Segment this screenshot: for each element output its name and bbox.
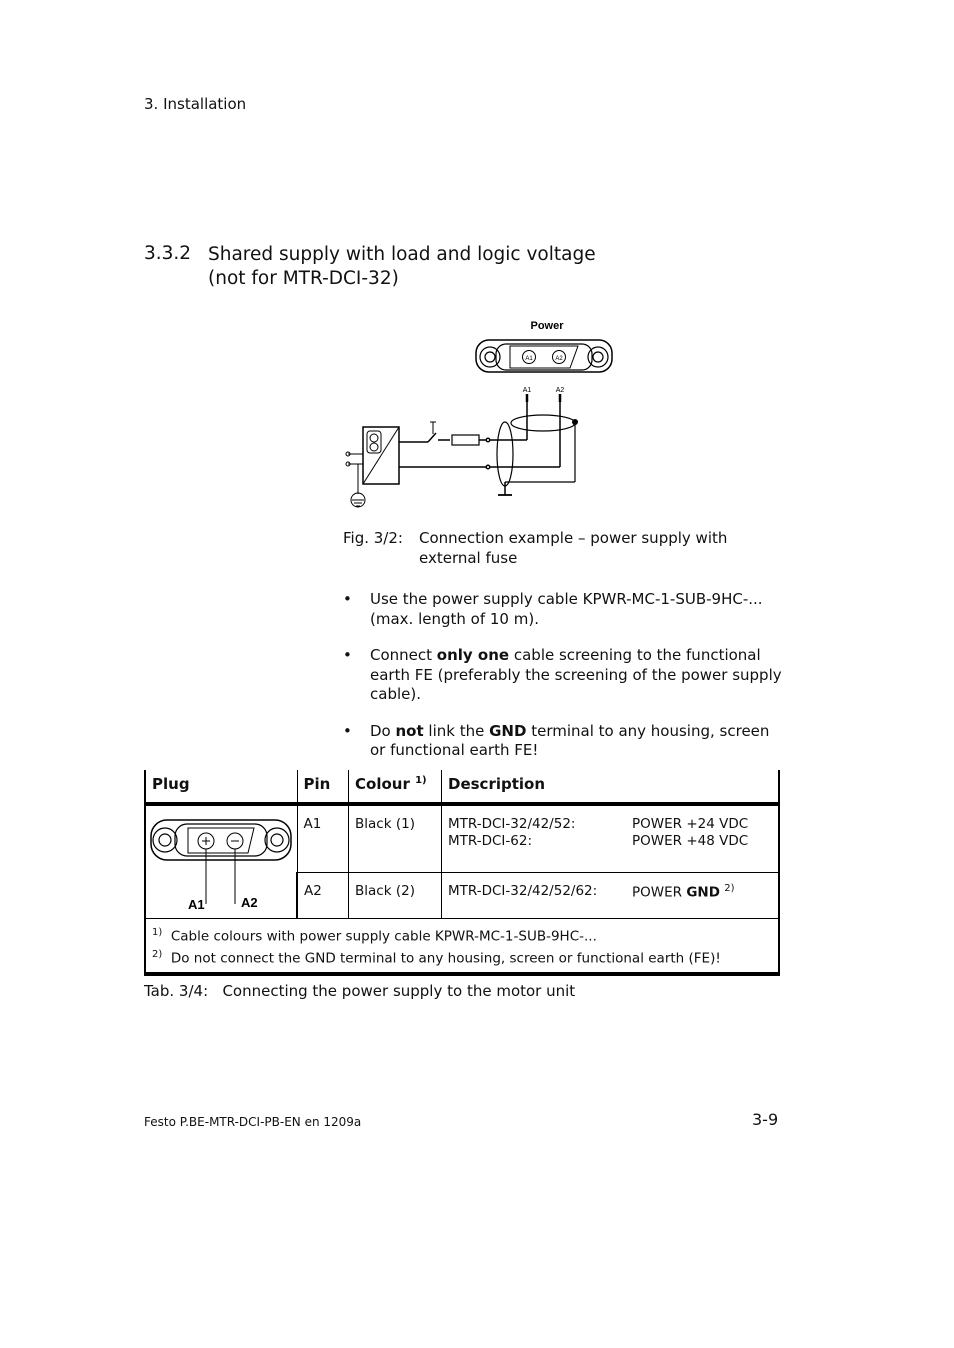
footnotes-row <box>145 919 779 975</box>
desc-value-bold: GND <box>686 884 720 901</box>
list-item <box>343 646 783 705</box>
footnote-mark: 2) <box>152 948 163 960</box>
desc-model: MTR-DCI-32/42/52: <box>448 816 576 832</box>
figure-caption-label: Fig. 3/2: <box>343 529 403 547</box>
cell-description <box>442 804 780 872</box>
connector-pin-a2: A2 <box>555 356 563 362</box>
section-title <box>208 243 596 291</box>
desc-value <box>632 883 772 901</box>
bullet-text: Connect <box>370 646 437 664</box>
wire-terminals <box>527 394 560 402</box>
table-header-row <box>145 770 779 804</box>
footnote-ref: 1) <box>415 775 427 786</box>
screen-junction <box>572 419 578 425</box>
wire-label-a1: A1 <box>522 387 532 394</box>
table-caption-text: Connecting the power supply to the motor unit <box>222 982 576 1000</box>
footnote-mark: 1) <box>152 927 163 938</box>
plug-label-a1: A1 <box>188 897 205 912</box>
connector-label: Power <box>530 320 564 332</box>
bullet-emphasis: not <box>395 721 424 740</box>
cell-colour: Black (2) <box>349 872 442 918</box>
bullet-dot: • <box>343 646 352 664</box>
wiring-diagram <box>330 312 630 517</box>
section-title-line1: Shared supply with load and logic voltage <box>208 244 596 265</box>
instruction-list <box>343 590 783 778</box>
list-item <box>343 590 783 629</box>
footnote-ref: 2) <box>724 882 735 894</box>
bullet-text: Use the power supply cable KPWR-MC-1-SUB-9HC-... (max. length of 10 m). <box>370 590 763 628</box>
chapter-header: 3. Installation <box>144 95 247 113</box>
desc-value: POWER +24 VDC <box>632 816 749 832</box>
figure-caption-text: Connection example – power supply with external fuse <box>419 529 728 567</box>
footnote-text: Do not connect the GND terminal to any housing, screen or functional earth (FE)! <box>170 950 721 966</box>
section-number: 3.3.2 <box>144 243 192 264</box>
power-supply-unit <box>346 427 399 507</box>
footnote-2 <box>152 946 772 968</box>
desc-value-text: POWER <box>632 884 687 901</box>
header-plug: Plug <box>145 770 297 804</box>
page-number: 3-9 <box>752 1110 779 1129</box>
plug-label-a2: A2 <box>241 895 258 910</box>
list-item <box>343 722 783 761</box>
bullet-dot: • <box>343 721 352 740</box>
desc-value: POWER +48 VDC <box>632 833 749 849</box>
cell-colour: Black (1) <box>349 804 442 872</box>
power-connector <box>476 340 612 372</box>
footnote-1 <box>152 924 772 946</box>
connection-table <box>144 770 780 976</box>
cell-description <box>442 872 780 918</box>
desc-model: MTR-DCI-62: <box>448 833 532 849</box>
desc-model: MTR-DCI-32/42/52/62: <box>448 882 598 899</box>
table-row <box>145 804 779 872</box>
section-title-line2: (not for MTR-DCI-32) <box>208 268 399 289</box>
bullet-text: link the <box>423 721 490 740</box>
plug-icon <box>148 812 294 912</box>
cell-pin: A1 <box>297 804 349 872</box>
footnotes-cell <box>145 919 779 975</box>
bullet-text: terminal to any housing, screen or functional earth FE! <box>370 721 770 759</box>
footnote-text: Cable colours with power supply cable KPWR-MC-1-SUB-9HC-... <box>170 928 597 945</box>
bullet-emphasis: GND <box>489 721 527 740</box>
connector-pin-a1: A1 <box>525 356 533 362</box>
bullet-text: cable screening to the functional earth FE (preferably the screening of the power supply cable). <box>370 646 782 703</box>
bullet-text: Do <box>370 721 396 740</box>
wiring-lines <box>399 402 575 495</box>
wire-label-a2: A2 <box>555 387 565 394</box>
header-description: Description <box>442 770 780 804</box>
plug-cell <box>145 804 297 919</box>
table-caption-label: Tab. 3/4: <box>144 982 209 1000</box>
table-caption <box>144 982 575 1000</box>
bullet-emphasis: only one <box>436 646 510 664</box>
header-pin: Pin <box>297 770 349 804</box>
cell-pin: A2 <box>297 872 349 918</box>
footer-doc-id: Festo P.BE-MTR-DCI-PB-EN en 1209a <box>144 1115 362 1129</box>
bullet-dot: • <box>343 590 352 608</box>
header-colour-text: Colour <box>355 775 410 793</box>
header-colour <box>349 770 442 804</box>
